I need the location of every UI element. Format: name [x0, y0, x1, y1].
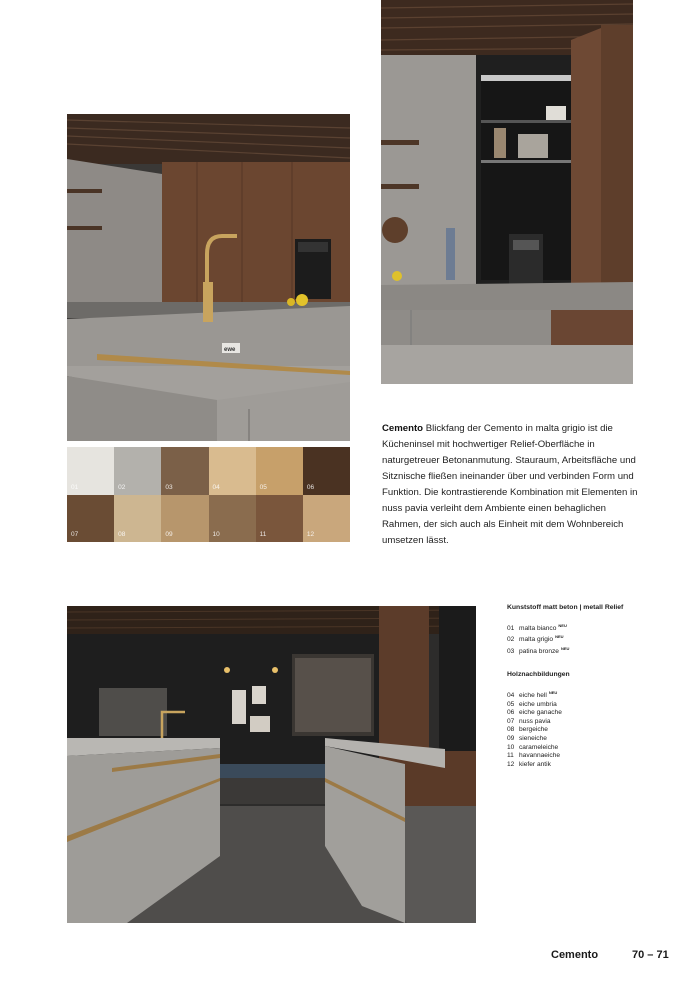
swatch-10	[209, 495, 256, 543]
item-number: 09	[507, 734, 515, 742]
swatch-02	[114, 447, 161, 495]
item-label: havannaeiche	[519, 752, 561, 760]
photo-open-cabinet	[381, 0, 633, 384]
list-item	[507, 744, 647, 753]
swatch-number: 02	[118, 483, 126, 491]
new-badge: NEU	[560, 645, 570, 651]
paragraph-text: Blickfang der Cemento in malta grigio ist die Kücheninsel mit hochwertiger Relief-Oberfläche in naturgetreuer Betonanmutung. Stauraum, Arbeitsfläche und Sitznische fließen ineinander über und verbinden Form und Funktion. Die kontrastierende Kombination mit Elementen in nuss pavia verleiht dem Ambiente einen behaglichen Rahmen, der sich auch als Einheit mit dem Wohnbereich umsetzen lässt.	[382, 423, 638, 546]
swatch-05	[256, 447, 303, 495]
item-label: malta bianco	[519, 624, 557, 632]
item-label: eiche umbria	[519, 700, 557, 708]
list-item	[507, 718, 647, 727]
item-number: 03	[507, 647, 515, 655]
material-swatch-grid	[67, 447, 350, 542]
swatch-number: 11	[259, 531, 267, 538]
list-item	[507, 622, 647, 634]
new-badge: NEU	[548, 689, 558, 695]
swatch-number: 09	[165, 531, 173, 538]
item-label: eiche ganache	[519, 709, 562, 717]
swatch-01	[67, 447, 114, 495]
list-item	[507, 633, 647, 645]
swatch-12	[303, 495, 350, 543]
item-label: eiche hell	[519, 691, 547, 699]
lead-word: Cemento	[382, 423, 424, 434]
swatch-number: 05	[259, 483, 267, 491]
list-item	[507, 709, 647, 718]
swatch-09	[161, 495, 208, 543]
swatch-number: 08	[118, 531, 126, 538]
list-item	[507, 689, 647, 701]
swatch-number: 01	[71, 483, 79, 491]
swatch-07	[67, 495, 114, 543]
item-number: 04	[507, 691, 515, 699]
swatch-11	[256, 495, 303, 543]
list-item	[507, 645, 647, 657]
item-number: 10	[507, 743, 515, 751]
item-number: 02	[507, 636, 515, 644]
item-number: 07	[507, 717, 515, 725]
list-item	[507, 735, 647, 744]
spec-group-title-2: Holznachbildungen	[507, 671, 570, 679]
new-badge: NEU	[558, 622, 567, 628]
item-label: patina bronze	[519, 647, 559, 655]
item-label: carameleiche	[519, 743, 559, 751]
footer-section-title: Cemento	[551, 949, 599, 961]
spec-group-title-1: Kunststoff matt beton | metall Relief	[507, 604, 624, 611]
swatch-number: 12	[306, 531, 315, 538]
item-label: nuss pavia	[519, 717, 551, 725]
swatch-number: 06	[306, 483, 315, 491]
item-number: 01	[507, 624, 515, 632]
description-paragraph	[382, 421, 644, 549]
list-item	[507, 726, 647, 735]
ewe-logo: ewe	[224, 347, 236, 353]
swatch-04	[209, 447, 256, 495]
item-label: sieneiche	[519, 734, 547, 742]
photo-kitchen-overview	[67, 606, 476, 923]
item-label: malta grigio	[519, 636, 554, 644]
swatch-03	[161, 447, 208, 495]
item-number: 11	[507, 752, 514, 760]
swatch-number: 10	[212, 531, 220, 538]
item-label: kiefer antik	[519, 760, 551, 768]
swatch-number: 03	[165, 483, 173, 491]
item-number: 05	[507, 700, 515, 708]
item-number: 06	[507, 709, 515, 717]
swatch-number: 04	[212, 483, 220, 491]
item-label: bergeiche	[519, 726, 548, 734]
page-numbers: 70 – 71	[632, 949, 669, 961]
spec-group-1	[507, 622, 647, 657]
swatch-08	[114, 495, 161, 543]
list-item	[507, 701, 647, 710]
item-number: 12	[507, 760, 515, 768]
new-badge: NEU	[555, 634, 564, 640]
item-number: 08	[507, 726, 515, 734]
list-item	[507, 752, 647, 761]
swatch-number: 07	[71, 531, 79, 538]
list-item	[507, 761, 647, 770]
material-spec-list	[507, 604, 647, 784]
spec-group-2	[507, 689, 647, 769]
swatch-06	[303, 447, 350, 495]
photo-island-closeup	[67, 114, 350, 441]
